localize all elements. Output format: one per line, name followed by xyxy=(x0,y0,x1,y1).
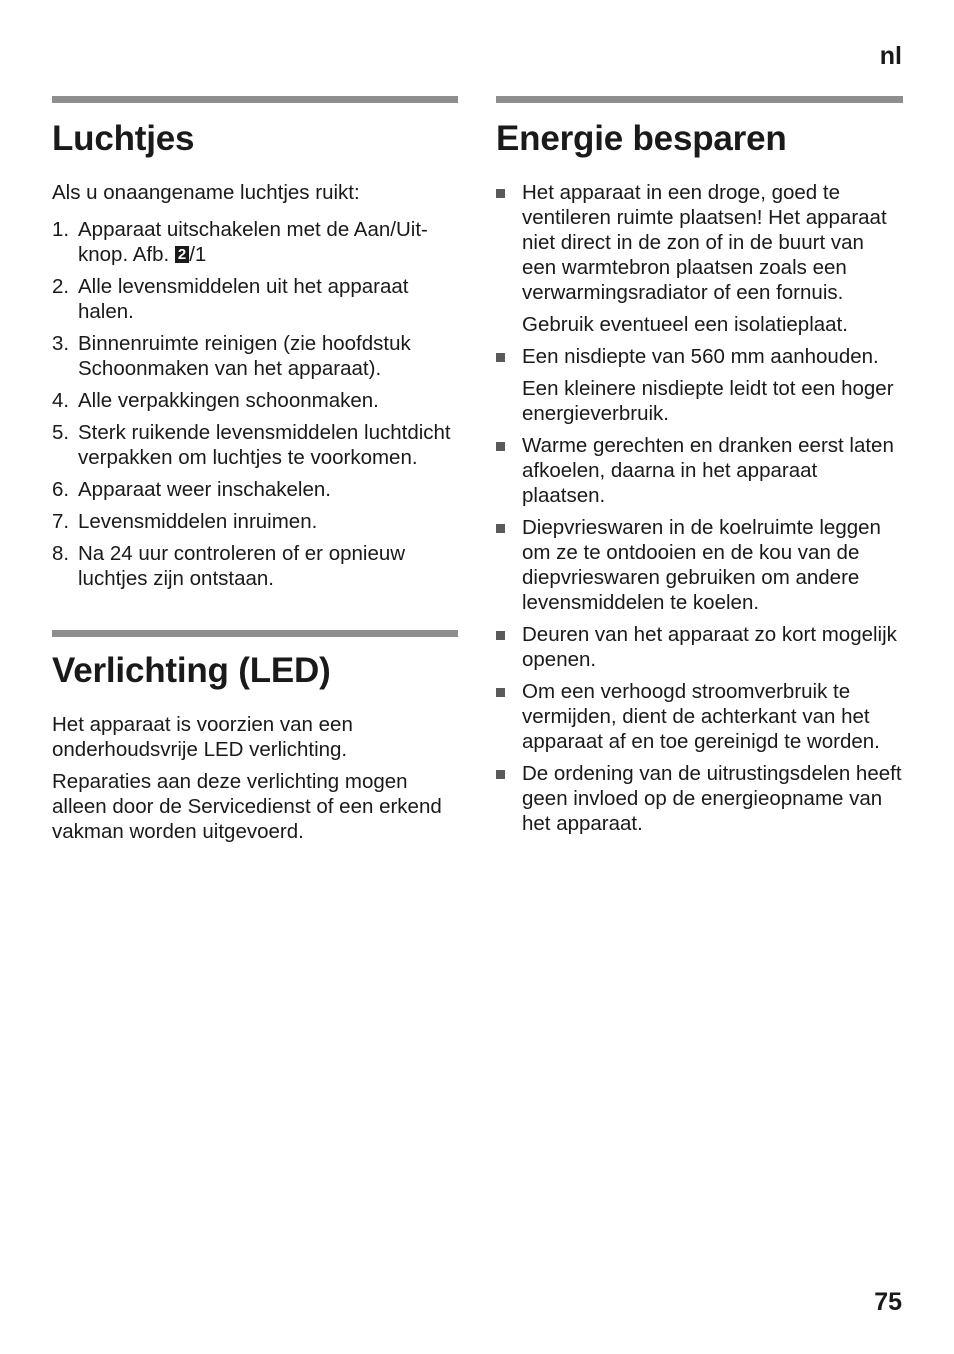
step-text: Alle verpakkingen schoonmaken. xyxy=(78,389,379,412)
bullet-text: Een nisdiepte van 560 mm aanhouden. xyxy=(522,345,879,368)
bullet-text: Om een verhoogd stroomverbruik te vermijden, dient de achterkant van het apparaat af en toe gereinigd te worden. xyxy=(522,680,880,753)
section-rule xyxy=(496,96,903,103)
square-bullet-icon xyxy=(496,524,505,533)
bullet-text: De ordening van de uitrustingsdelen heeft geen invloed op de energieopname van het apparaat. xyxy=(522,762,902,835)
list-item xyxy=(52,420,458,470)
section-title-luchtjes: Luchtjes xyxy=(52,119,195,158)
square-bullet-icon xyxy=(496,631,505,640)
bullet-text: Warme gerechten en dranken eerst laten afkoelen, daarna in het apparaat plaatsen. xyxy=(522,434,894,507)
list-item xyxy=(496,515,903,615)
right-column xyxy=(496,96,903,843)
section-luchtjes xyxy=(52,96,458,591)
square-bullet-icon xyxy=(496,189,505,198)
section-verlichting xyxy=(52,630,458,844)
list-item xyxy=(52,388,458,413)
bullet-text: Het apparaat in een droge, goed te ventileren ruimte plaatsen! Het apparaat niet direct in de zon of in de buurt van een warmtebron plaatsen zoals een verwarmingsradiator of een fornuis. xyxy=(522,181,887,304)
list-item xyxy=(496,679,903,754)
step-number: 7. xyxy=(52,510,70,533)
list-item xyxy=(52,217,458,267)
step-number: 5. xyxy=(52,421,70,444)
list-item xyxy=(496,433,903,508)
section-rule xyxy=(52,96,458,103)
figure-reference-suffix: /1 xyxy=(189,243,207,266)
list-item xyxy=(52,274,458,324)
language-label: nl xyxy=(879,42,902,70)
section-energie xyxy=(496,96,903,836)
list-item xyxy=(496,761,903,836)
list-item xyxy=(496,622,903,672)
section-title-energie: Energie besparen xyxy=(496,119,787,158)
verlichting-paragraph: Het apparaat is voorzien van een onderhoudsvrije LED verlichting. xyxy=(52,713,353,761)
list-item xyxy=(496,344,903,426)
page-number: 75 xyxy=(874,1288,902,1316)
square-bullet-icon xyxy=(496,688,505,697)
step-text: Sterk ruikende levensmiddelen luchtdicht verpakken om luchtjes te voorkomen. xyxy=(78,421,451,469)
figure-reference-badge: 2 xyxy=(175,246,189,263)
step-text: Na 24 uur controleren of er opnieuw luchtjes zijn ontstaan. xyxy=(78,542,406,590)
luchtjes-steps xyxy=(52,217,458,591)
square-bullet-icon xyxy=(496,770,505,779)
list-item xyxy=(52,541,458,591)
list-item xyxy=(52,331,458,381)
step-number: 1. xyxy=(52,218,70,241)
list-item xyxy=(52,509,458,534)
step-number: 8. xyxy=(52,542,70,565)
square-bullet-icon xyxy=(496,353,505,362)
bullet-text: Diepvrieswaren in de koelruimte leggen om ze te ontdooien en de kou van de diepvrieswaren gebruiken om andere levensmiddelen te koelen. xyxy=(522,516,881,614)
energie-bullets xyxy=(496,180,903,836)
step-text: Binnenruimte reinigen (zie hoofdstuk Schoonmaken van het apparaat). xyxy=(78,332,411,380)
section-title-verlichting: Verlichting (LED) xyxy=(52,651,331,690)
left-column xyxy=(52,96,458,844)
list-item xyxy=(52,477,458,502)
step-number: 3. xyxy=(52,332,70,355)
step-text: Levensmiddelen inruimen. xyxy=(78,510,318,533)
verlichting-paragraph: Reparaties aan deze verlichting mogen alleen door de Servicedienst of een erkend vakman worden uitgevoerd. xyxy=(52,770,442,843)
step-text: Apparaat weer inschakelen. xyxy=(78,478,331,501)
list-item xyxy=(496,180,903,337)
step-number: 6. xyxy=(52,478,70,501)
square-bullet-icon xyxy=(496,442,505,451)
bullet-note: Een kleinere nisdiepte leidt tot een hoger energieverbruik. xyxy=(522,377,894,425)
step-number: 4. xyxy=(52,389,70,412)
step-text: Apparaat uitschakelen met de Aan/Uit-knop. Afb. xyxy=(78,218,428,266)
section-rule xyxy=(52,630,458,637)
step-number: 2. xyxy=(52,275,70,298)
bullet-text: Deuren van het apparaat zo kort mogelijk openen. xyxy=(522,623,897,671)
bullet-note: Gebruik eventueel een isolatieplaat. xyxy=(522,313,848,336)
step-text: Alle levensmiddelen uit het apparaat halen. xyxy=(78,275,409,323)
luchtjes-intro: Als u onaangename luchtjes ruikt: xyxy=(52,181,360,204)
